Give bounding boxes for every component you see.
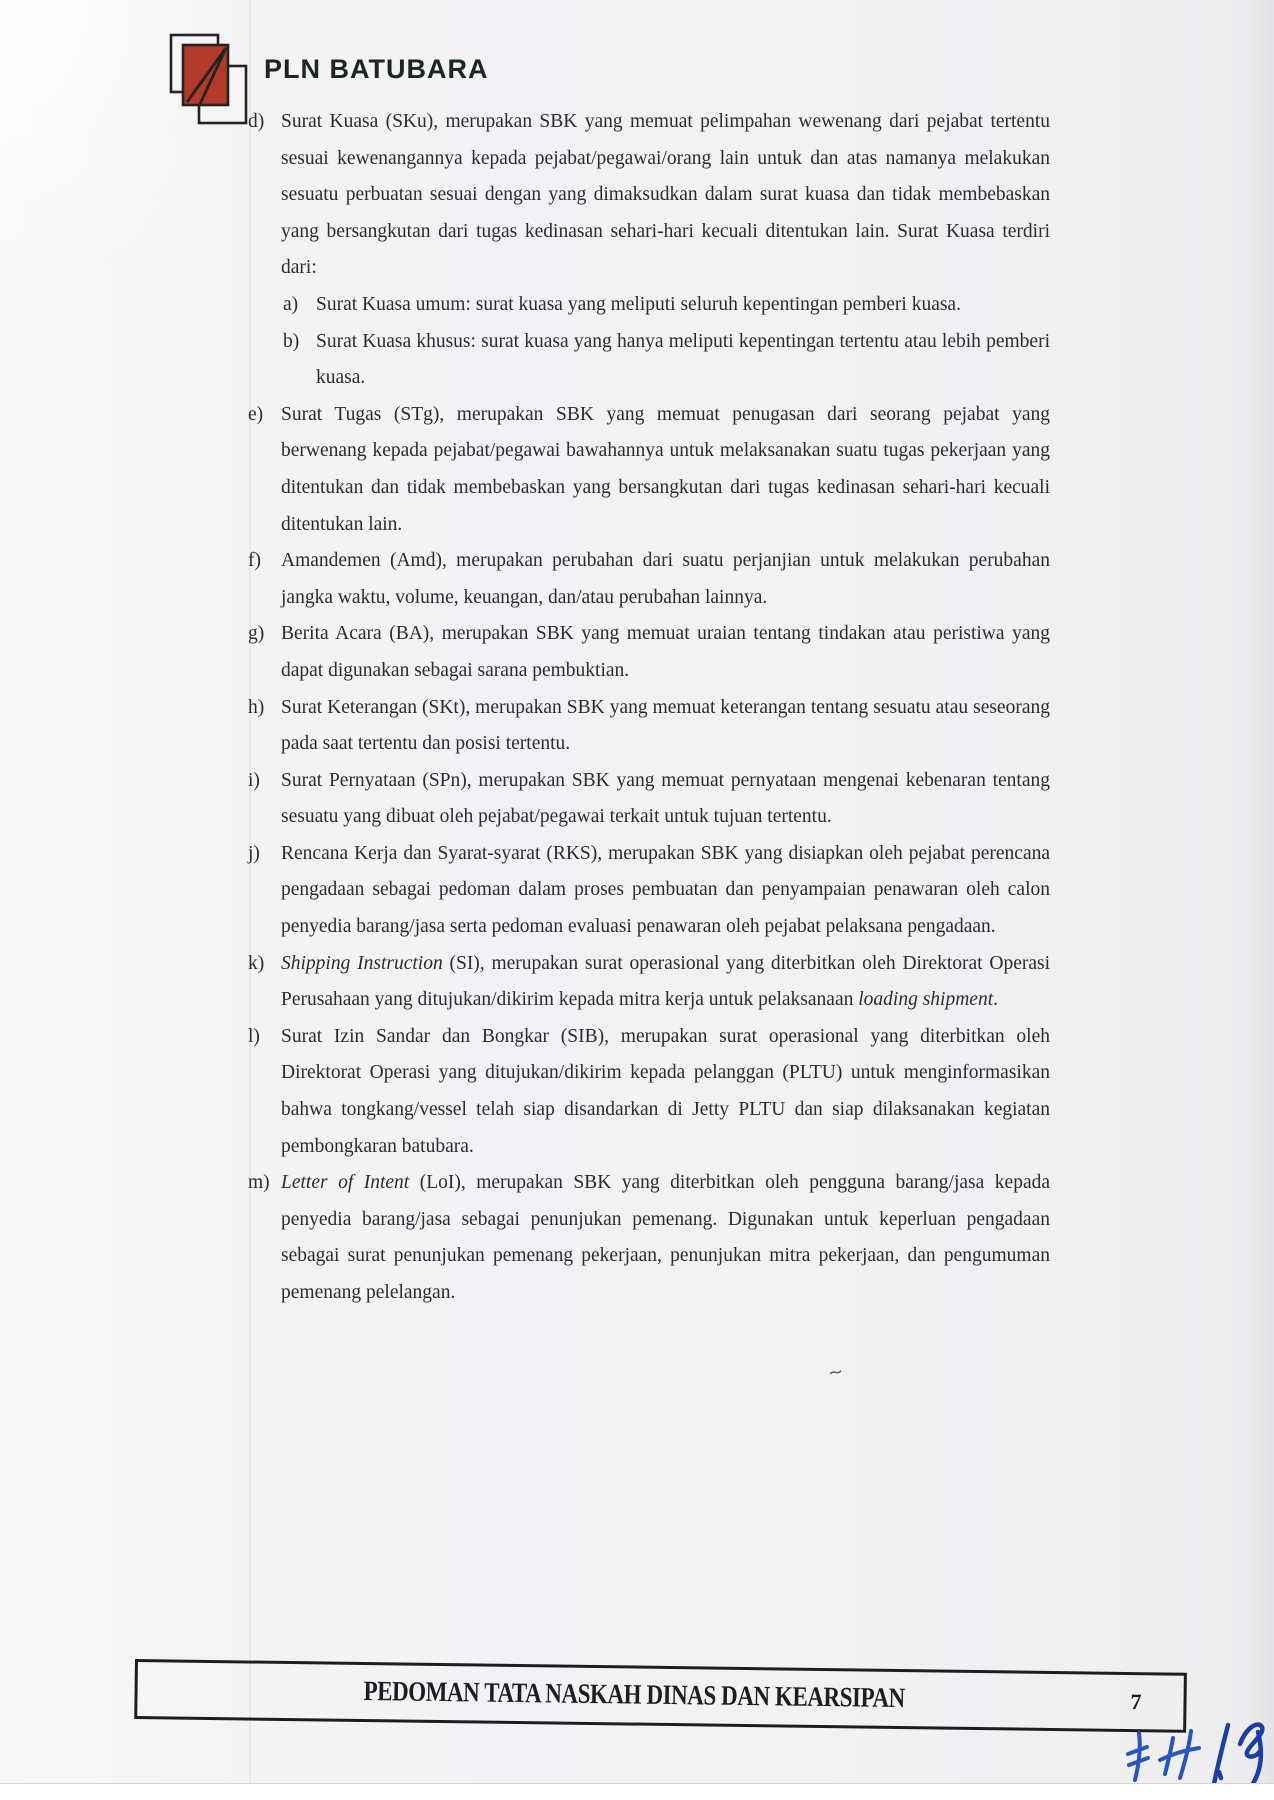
item-text: Shipping Instruction (SI), merupakan surat operasional yang diterbitkan oleh Direktorat Operasi Perusahaan yang ditujukan/dikirim kepada mitra kerja untuk pelaksanaan loading shipment. — [281, 952, 1051, 1011]
list-item — [248, 397, 1050, 543]
item-label: i) — [248, 769, 260, 791]
list-item — [248, 1165, 1050, 1311]
item-label: l) — [248, 1025, 260, 1047]
item-label: e) — [248, 403, 264, 425]
scan-edge-shadow — [1248, 0, 1274, 1784]
list-item — [248, 543, 1050, 616]
list-item — [248, 616, 1050, 689]
item-text: Surat Kuasa khusus: surat kuasa yang hanya meliputi kepentingan tertentu atau lebih pemberi kuasa. — [316, 330, 1050, 389]
item-label: a) — [283, 293, 299, 315]
item-text: Surat Tugas (STg), merupakan SBK yang memuat penugasan dari seorang pejabat yang berwenang kepada pejabat/pegawai bawahannya untuk melaksanakan suatu tugas pekerjaan yang ditentukan dan tidak membebaskan yang bersangkutan dari tugas kedinasan sehari-hari kecuali ditentukan lain. — [281, 403, 1050, 535]
item-text: Amandemen (Amd), merupakan perubahan dari suatu perjanjian untuk melakukan perubahan jangka waktu, volume, keuangan, dan/atau perubahan lainnya. — [281, 550, 1050, 608]
item-text: Surat Pernyataan (SPn), merupakan SBK yang memuat pernyataan mengenai kebenaran tentang sesuatu yang dibuat oleh pejabat/pegawai terkait untuk tujuan tertentu. — [281, 769, 1050, 828]
item-text: Surat Kuasa umum: surat kuasa yang meliputi seluruh kepentingan pemberi kuasa. — [316, 293, 961, 315]
sub-list-item — [283, 287, 1050, 324]
sub-list-item — [283, 324, 1050, 397]
item-text: Surat Keterangan (SKt), merupakan SBK yang memuat keterangan tentang sesuatu atau seseorang pada saat tertentu dan posisi tertentu. — [281, 696, 1050, 755]
item-label: h) — [248, 696, 265, 718]
item-text: Surat Izin Sandar dan Bongkar (SIB), merupakan surat operasional yang diterbitkan oleh Direktorat Operasi yang ditujukan/dikirim kepada pelanggan (PLTU) untuk menginformasikan bahwa tongkang/vessel telah siap disandarkan di Jetty PLTU dan siap dilaksanakan kegiatan pembongkaran batubara. — [281, 1025, 1050, 1157]
item-label: j) — [248, 842, 260, 864]
page-number: 7 — [1130, 1689, 1142, 1715]
footer-title-box — [134, 1659, 1187, 1733]
brand-name: PLN BATUBARA — [264, 54, 489, 84]
item-label: g) — [248, 623, 265, 645]
scan-bottom-edge — [0, 1783, 1274, 1800]
list-item — [248, 690, 1050, 763]
list-item — [248, 836, 1050, 946]
item-label: b) — [283, 330, 300, 352]
list-item — [248, 104, 1050, 287]
list-item — [248, 1019, 1050, 1165]
footer-title: PEDOMAN TATA NASKAH DINAS DAN KEARSIPAN — [363, 1675, 906, 1715]
pln-batubara-logo — [168, 32, 252, 126]
item-text: Rencana Kerja dan Syarat-syarat (RKS), merupakan SBK yang disiapkan oleh pejabat perencana pengadaan sebagai pedoman dalam proses pembuatan dan penyampaian penawaran oleh calon penyedia barang/jasa serta pedoman evaluasi penawaran oleh pejabat pelaksana pengadaan. — [281, 842, 1050, 938]
item-text: Surat Kuasa (SKu), merupakan SBK yang memuat pelimpahan wewenang dari pejabat tertentu sesuai kewenangannya kepada pejabat/pegawai/orang lain untuk dan atas namanya melakukan sesuatu perbuatan sesuai dengan yang dimaksudkan dalam surat kuasa dan tidak membebaskan yang bersangkutan dari tugas kedinasan sehari-hari kecuali ditentukan lain. Surat Kuasa terdiri dari: — [281, 111, 1050, 279]
item-text: Letter of Intent (LoI), merupakan SBK yang diterbitkan oleh pengguna barang/jasa kepada penyedia barang/jasa sebagai penunjukan pemenang. Digunakan untuk keperluan pengadaan sebagai surat penunjukan pemenang pekerjaan, penunjukan mitra pekerjaan, dan pengumuman pemenang pelelangan. — [281, 1172, 1050, 1303]
item-label: f) — [248, 550, 261, 572]
item-label: m) — [248, 1172, 270, 1194]
item-text: Berita Acara (BA), merupakan SBK yang memuat uraian tentang tindakan atau peristiwa yang dapat digunakan sebagai sarana pembuktian. — [281, 623, 1050, 681]
list-item — [248, 946, 1050, 1019]
pen-mark: ~ — [826, 1361, 845, 1384]
item-list — [248, 104, 1050, 1312]
list-item — [248, 763, 1050, 836]
item-label: k) — [248, 952, 265, 974]
overlapping-squares-icon — [168, 32, 252, 126]
document-body — [248, 104, 1050, 1312]
item-label: d) — [248, 111, 265, 132]
